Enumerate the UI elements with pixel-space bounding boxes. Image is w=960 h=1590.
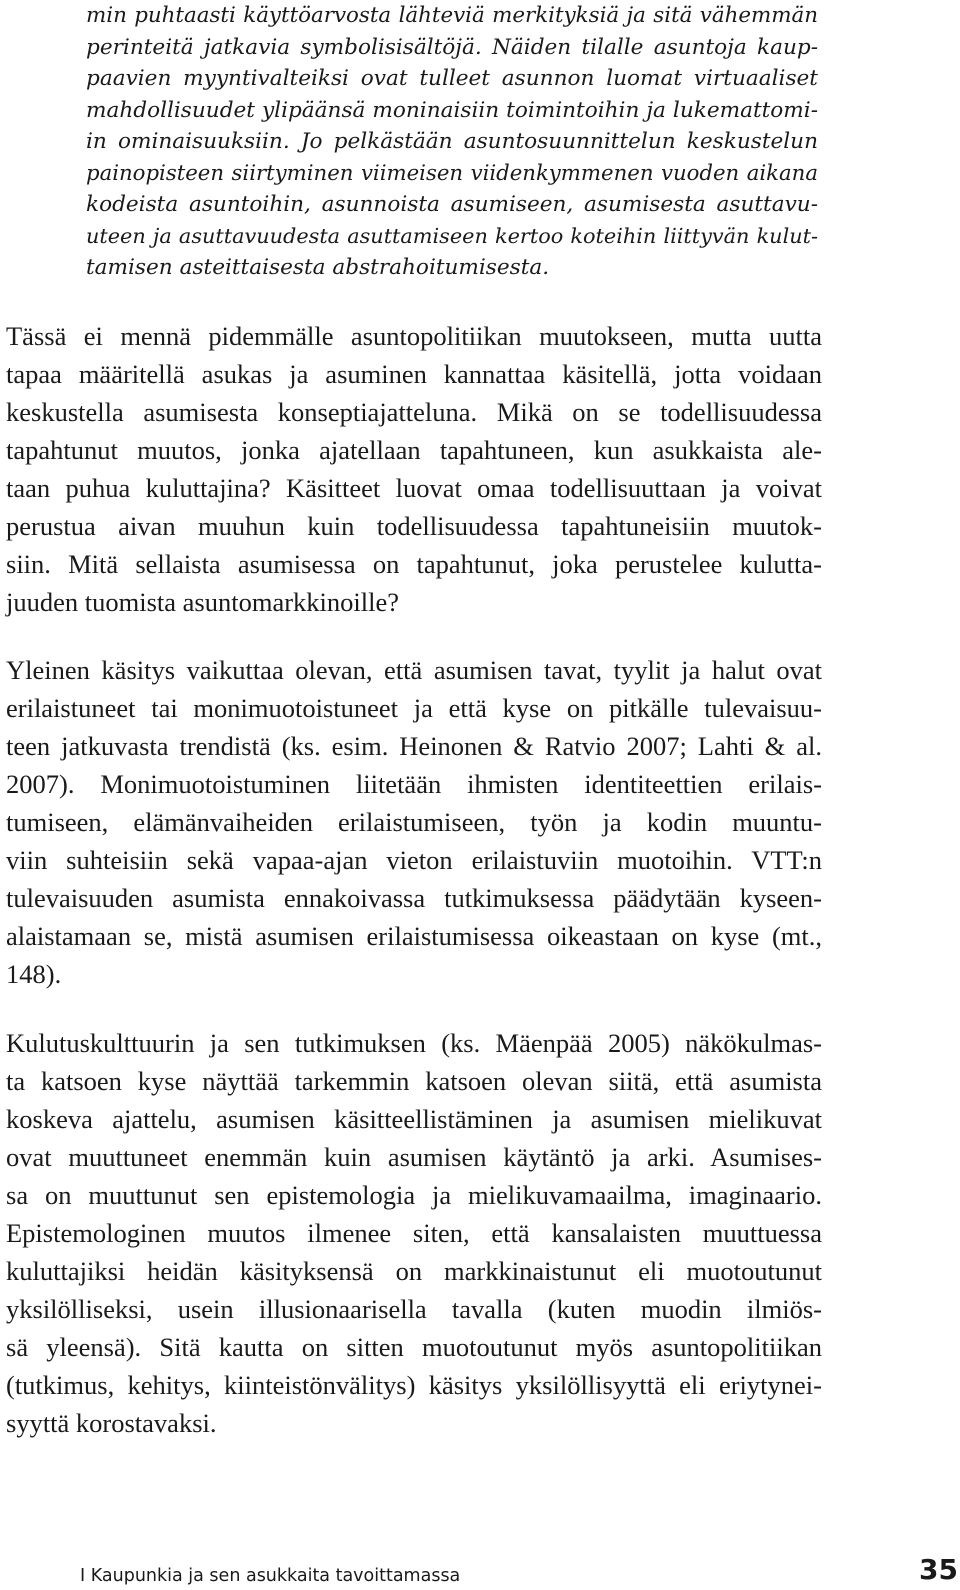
paragraph-line: ta katsoen kyse näyttää tarkemmin katsoen olevan siitä, että asumista [6,1066,822,1096]
quote-line: uteen ja asuttavuudesta asuttamiseen kertoo koteihin liittyvän kulut- [86,223,818,248]
quote-line: tamisen asteittaisesta abstrahoitumisesta. [86,255,550,280]
paragraph-line: koskeva ajattelu, asumisen käsitteellistäminen ja asumisen mielikuvat [6,1104,822,1134]
paragraph-line: 2007). Monimuotoistuminen liitetään ihmisten identiteettien erilais- [6,769,822,799]
paragraph-line: Epistemologinen muutos ilmenee siten, että kansalaisten muuttuessa [6,1218,822,1248]
paragraph-line: teen jatkuvasta trendistä (ks. esim. Heinonen & Ratvio 2007; Lahti & al. [6,731,822,761]
page-footer [80,1553,958,1589]
paragraph-line: alaistamaan se, mistä asumisen erilaistumisessa oikeastaan on kyse (mt., [6,921,822,951]
paragraph-line: Yleinen käsitys vaikuttaa olevan, että asumisen tavat, tyylit ja halut ovat [6,655,822,685]
paragraph-line: Tässä ei mennä pidemmälle asuntopolitiikan muutokseen, mutta uutta [6,321,822,351]
paragraph-line: tapahtunut muutos, jonka ajatellaan tapahtuneen, kun asukkaista ale- [6,435,822,465]
paragraph-line: siin. Mitä sellaista asumisessa on tapahtunut, joka perustelee kulutta- [6,549,822,579]
paragraph-line: perustua aivan muuhun kuin todellisuudessa tapahtuneisiin muutok- [6,511,822,541]
paragraph-line: taan puhua kuluttajina? Käsitteet luovat omaa todellisuuttaan ja voivat [6,473,822,503]
italic-quote-block [86,0,818,284]
paragraph-line: keskustella asumisesta konseptiajatteluna. Mikä on se todellisuudessa [6,397,822,427]
paragraph-line: (tutkimus, kehitys, kiinteistönvälitys) käsitys yksilöllisyyttä eli eriytynei- [6,1370,822,1400]
paragraph-line: 148). [6,959,62,989]
page-number: 35 [919,1553,958,1586]
paragraph-line: sä yleensä). Sitä kautta on sitten muotoutunut myös asuntopolitiikan [6,1332,822,1362]
quote-line: paavien myyntivalteiksi ovat tulleet asunnon luomat virtuaaliset [86,66,818,91]
body-paragraph [6,1024,822,1442]
paragraph-line: juuden tuomista asuntomarkkinoille? [6,587,400,617]
paragraph-line: sa on muuttunut sen epistemologia ja mielikuvamaailma, imaginaario. [6,1180,822,1210]
quote-line: perinteitä jatkavia symbolisisältöjä. Näiden tilalle asuntoja kaup- [86,34,818,60]
paragraph-line: yksilölliseksi, usein illusionaarisella tavalla (kuten muodin ilmiös- [6,1294,822,1324]
body-paragraph [6,317,822,621]
paragraph-line: tapaa määritellä asukas ja asuminen kannattaa käsitellä, jotta voidaan [6,359,822,389]
quote-line: mahdollisuudet ylipäänsä moninaisiin toimintoihin ja lukemattomi- [86,97,818,123]
paragraph-line: tumiseen, elämänvaiheiden erilaistumiseen, työn ja kodin muuntu- [6,807,822,837]
paragraph-line: viin suhteisiin sekä vapaa-ajan vieton erilaistuviin muotoihin. VTT:n [6,845,822,875]
paragraph-line: syyttä korostavaksi. [6,1408,217,1438]
quote-line: min puhtaasti käyttöarvosta lähteviä merkityksiä ja sitä vähemmän [86,3,818,28]
quote-line: in ominaisuuksiin. Jo pelkästään asuntosuunnittelun keskustelun [86,129,818,154]
quote-line: kodeista asuntoihin, asunnoista asumiseen, asumisesta asuttavu- [86,192,818,217]
paragraph-line: kuluttajiksi heidän käsityksensä on markkinaistunut eli muotoutunut [6,1256,822,1286]
running-footer-title: I Kaupunkia ja sen asukkaita tavoittamassa [80,1566,461,1586]
body-paragraph [6,651,822,993]
paragraph-line: ovat muuttuneet enemmän kuin asumisen käytäntö ja arki. Asumises- [6,1142,822,1172]
paragraph-line: tulevaisuuden asumista ennakoivassa tutkimuksessa päädytään kyseen- [6,883,822,913]
paragraph-line: Kulutuskulttuurin ja sen tutkimuksen (ks. Mäenpää 2005) näkökulmas- [6,1028,822,1058]
quote-line: painopisteen siirtyminen viimeisen viidenkymmenen vuoden aikana [86,160,818,186]
paragraph-line: erilaistuneet tai monimuotoistuneet ja että kyse on pitkälle tulevaisuu- [6,693,822,723]
